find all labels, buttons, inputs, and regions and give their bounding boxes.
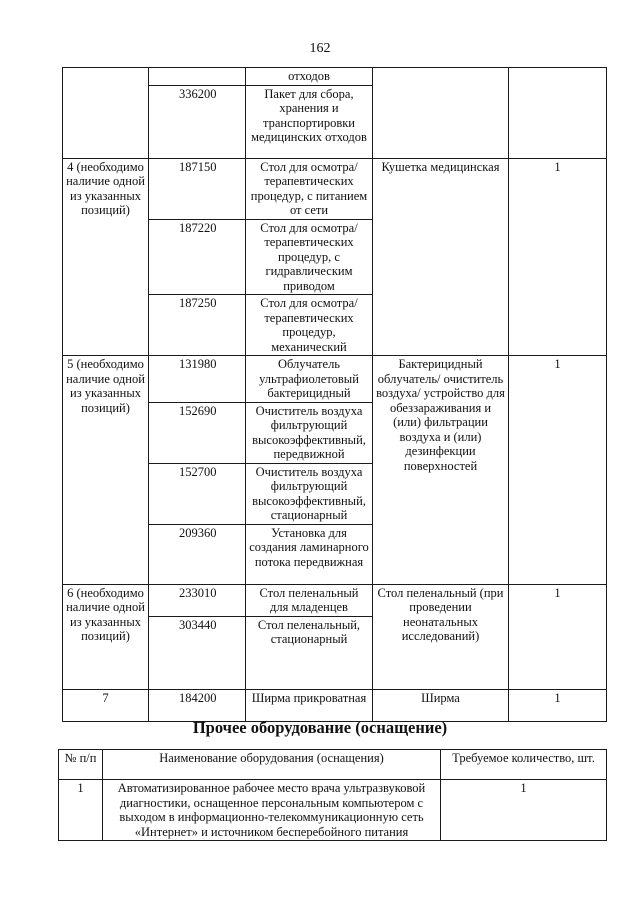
table-row: [63, 584, 607, 616]
table-header-row: [59, 750, 607, 780]
requirement-cell: Стол пеленальный (при проведении неонатальных исследований): [373, 584, 509, 689]
name-cell: отходов: [246, 68, 373, 86]
code-cell: 303440: [149, 616, 246, 689]
quantity-cell: [509, 68, 607, 159]
number-cell: 1: [59, 780, 103, 841]
name-cell: Ширма прикроватная: [246, 689, 373, 721]
code-cell: 187220: [149, 219, 246, 295]
quantity-cell: 1: [509, 584, 607, 689]
code-cell: 233010: [149, 584, 246, 616]
quantity-cell: 1: [509, 158, 607, 356]
column-header-quantity: Требуемое количество, шт.: [441, 750, 607, 780]
quantity-cell: 1: [441, 780, 607, 841]
group-cell: 4 (необходимо наличие одной из указанных позиций): [63, 158, 149, 356]
quantity-cell: 1: [509, 689, 607, 721]
column-header-name: Наименование оборудования (оснащения): [103, 750, 441, 780]
table-row: [63, 356, 607, 403]
group-cell: 6 (необходимо наличие одной из указанных позиций): [63, 584, 149, 689]
requirement-cell: [373, 68, 509, 159]
name-cell: Стол пеленальный для младенцев: [246, 584, 373, 616]
code-cell: [149, 68, 246, 86]
requirement-cell: Бактерицидный облучатель/ очиститель воздуха/ устройство для обеззараживания и (или) фильтрации воздуха и (или) дезинфекции поверхностей: [373, 356, 509, 585]
group-cell: 5 (необходимо наличие одной из указанных позиций): [63, 356, 149, 585]
name-cell: Установка для создания ламинарного потока передвижная: [246, 524, 373, 584]
other-equipment-table: [58, 749, 607, 841]
requirement-cell: Ширма: [373, 689, 509, 721]
code-cell: 131980: [149, 356, 246, 403]
name-cell: Очиститель воздуха фильтрующий высокоэффективный, стационарный: [246, 463, 373, 524]
name-cell: Автоматизированное рабочее место врача ультразвуковой диагностики, оснащенное персональным компьютером с выходом в информационно-телекоммуникационную сеть «Интернет» и источником бесперебойного питания: [103, 780, 441, 841]
code-cell: 152700: [149, 463, 246, 524]
code-cell: 184200: [149, 689, 246, 721]
name-cell: Стол пеленальный, стационарный: [246, 616, 373, 689]
page-number: 162: [309, 41, 331, 56]
equipment-table: [62, 67, 607, 722]
name-cell: Стол для осмотра/ терапевтических процедур, с гидравлическим приводом: [246, 219, 373, 295]
table-row: [59, 780, 607, 841]
name-cell: Стол для осмотра/ терапевтических процедур, механический: [246, 295, 373, 356]
name-cell: Пакет для сбора, хранения и транспортировки медицинских отходов: [246, 85, 373, 158]
table-row: [63, 68, 607, 86]
code-cell: 209360: [149, 524, 246, 584]
requirement-cell: Кушетка медицинская: [373, 158, 509, 356]
quantity-cell: 1: [509, 356, 607, 585]
code-cell: 187250: [149, 295, 246, 356]
name-cell: Облучатель ультрафиолетовый бактерицидный: [246, 356, 373, 403]
name-cell: Очиститель воздуха фильтрующий высокоэффективный, передвижной: [246, 402, 373, 463]
section-heading: Прочее оборудование (оснащение): [192, 718, 448, 737]
code-cell: 152690: [149, 402, 246, 463]
group-cell: [63, 68, 149, 159]
table-row: [63, 689, 607, 721]
table-row: [63, 158, 607, 219]
code-cell: 187150: [149, 158, 246, 219]
code-cell: 336200: [149, 85, 246, 158]
group-cell: 7: [63, 689, 149, 721]
name-cell: Стол для осмотра/ терапевтических процедур, с питанием от сети: [246, 158, 373, 219]
column-header-number: № п/п: [59, 750, 103, 780]
